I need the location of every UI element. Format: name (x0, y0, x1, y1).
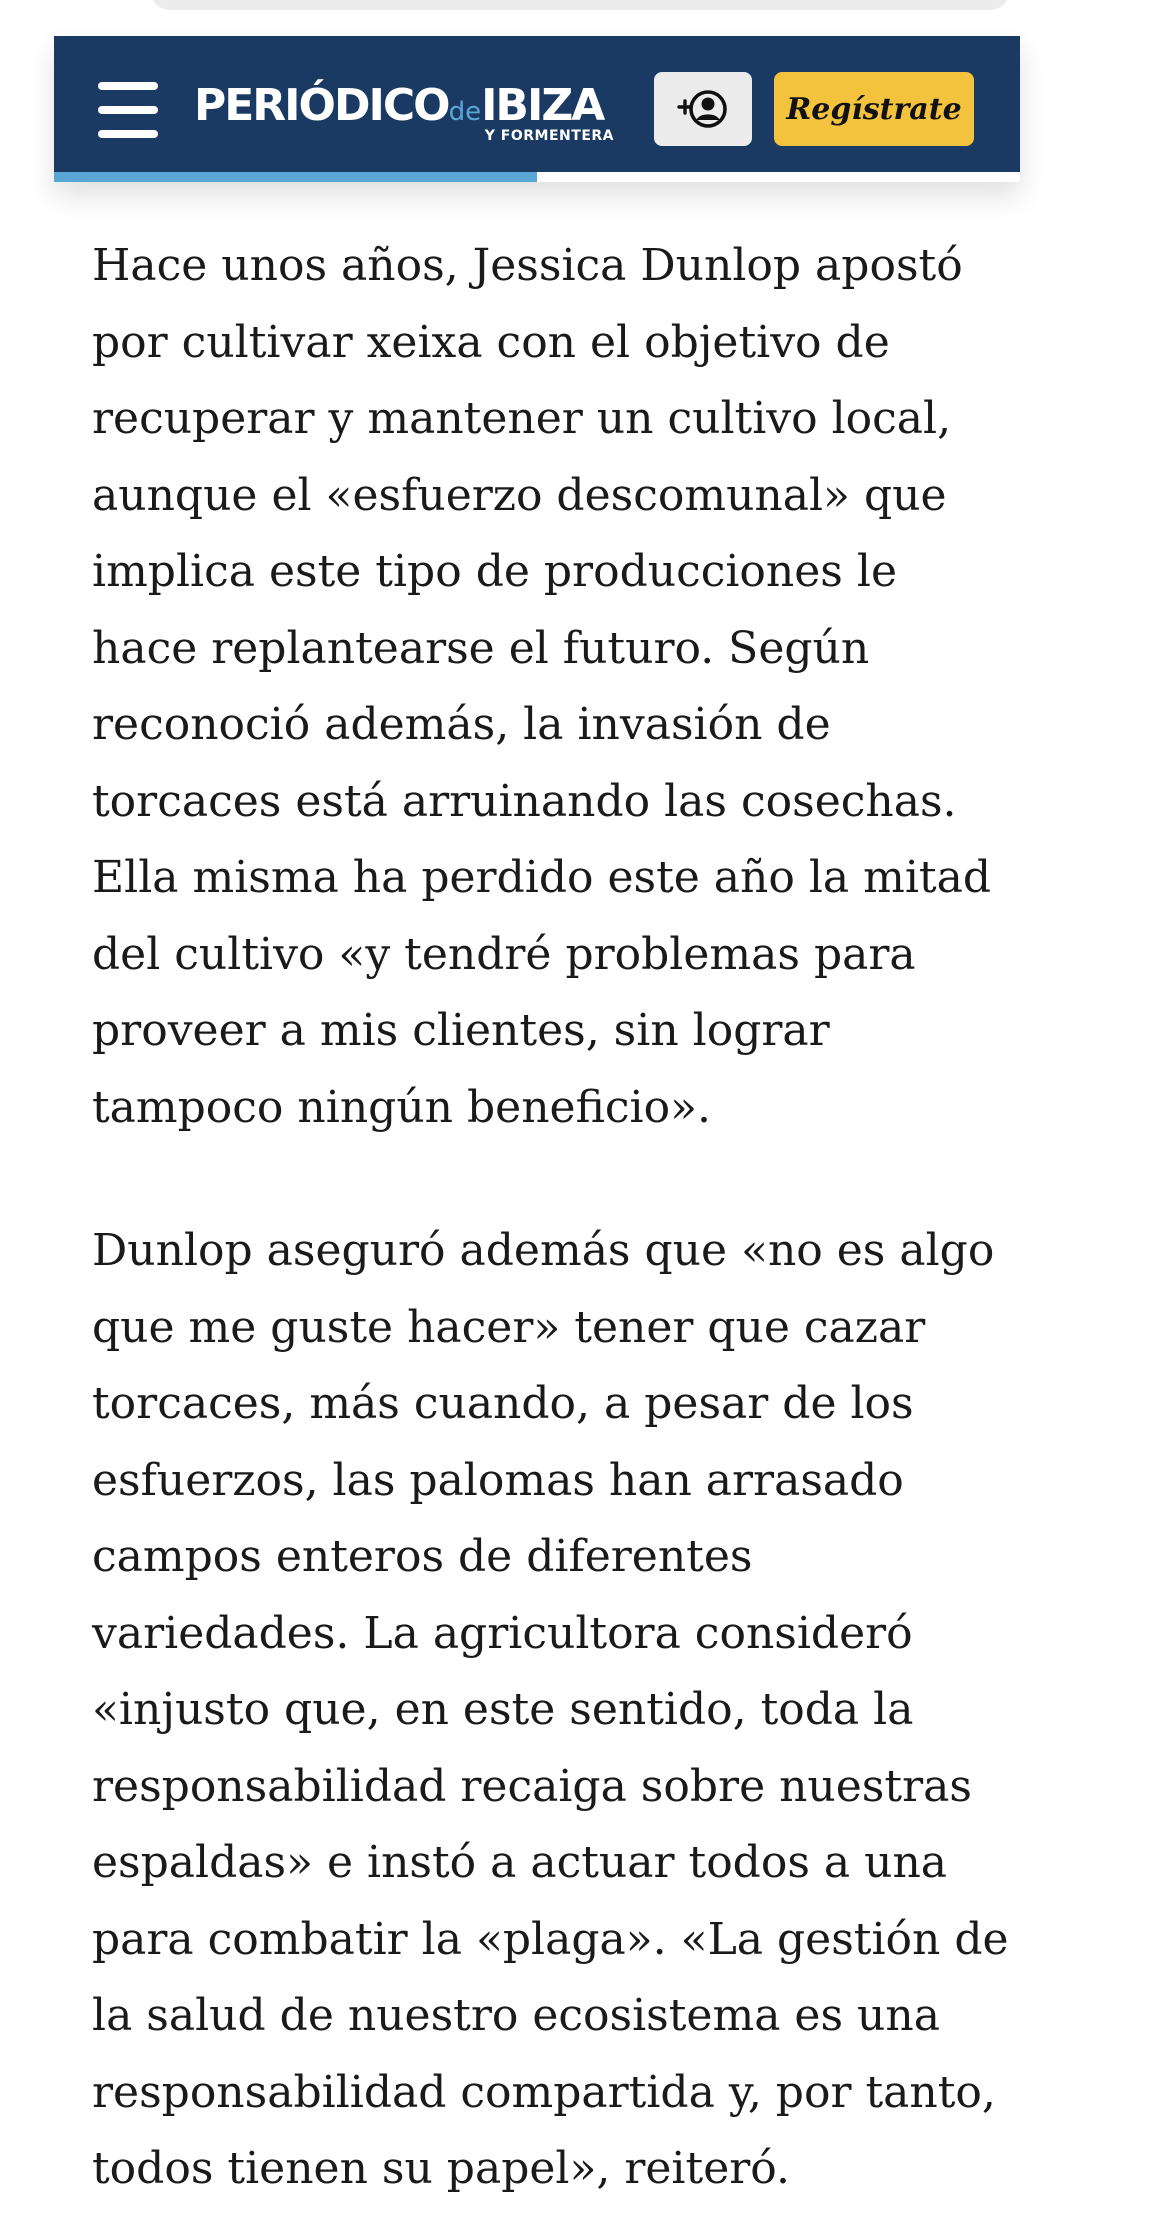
site-logo[interactable] (194, 80, 614, 148)
reading-progress-bar (54, 172, 1020, 182)
logo-subtitle: Y FORMENTERA (484, 128, 614, 144)
address-bar-edge (150, 0, 1010, 10)
site-header (54, 36, 1020, 182)
login-button[interactable] (654, 72, 752, 146)
article-paragraph: Hace unos años, Jessica Dunlop apostó por cultivar xeixa con el objetivo de recuperar y mantener un cultivo local, aunque el «esfuerzo descomunal» que implica este tipo de producciones le hace replantearse el futuro. Según reconoció además, la invasión de torcaces está arruinando las cosechas. Ella misma ha perdido este año la mitad del cultivo «y tendré problemas para proveer a mis clientes, sin lograr tampoco ningún beneficio». (92, 240, 992, 1133)
logo-suffix: IBIZA (481, 80, 604, 131)
register-button[interactable]: Regístrate (774, 72, 974, 146)
logo-prefix: PERIÓDICO (194, 80, 449, 131)
article-paragraph: Dunlop aseguró además que «no es algo que me guste hacer» tener que cazar torcaces, más cuando, a pesar de los esfuerzos, las palomas han arrasado campos enteros de diferentes variedades. La agricultora consideró «injusto que, en este sentido, toda la responsabilidad recaiga sobre nuestras espaldas» e instó a actuar todos a una para combatir la «plaga». «La gestión de la salud de nuestro ecosistema es una responsabilidad compartida y, por tanto, todos tienen su papel», reiteró. (92, 1225, 1009, 2194)
reading-progress-fill (54, 172, 537, 182)
article-body (92, 228, 1012, 2208)
user-add-icon (677, 86, 729, 132)
hamburger-icon[interactable] (98, 82, 158, 138)
logo-connector: de (448, 97, 482, 127)
